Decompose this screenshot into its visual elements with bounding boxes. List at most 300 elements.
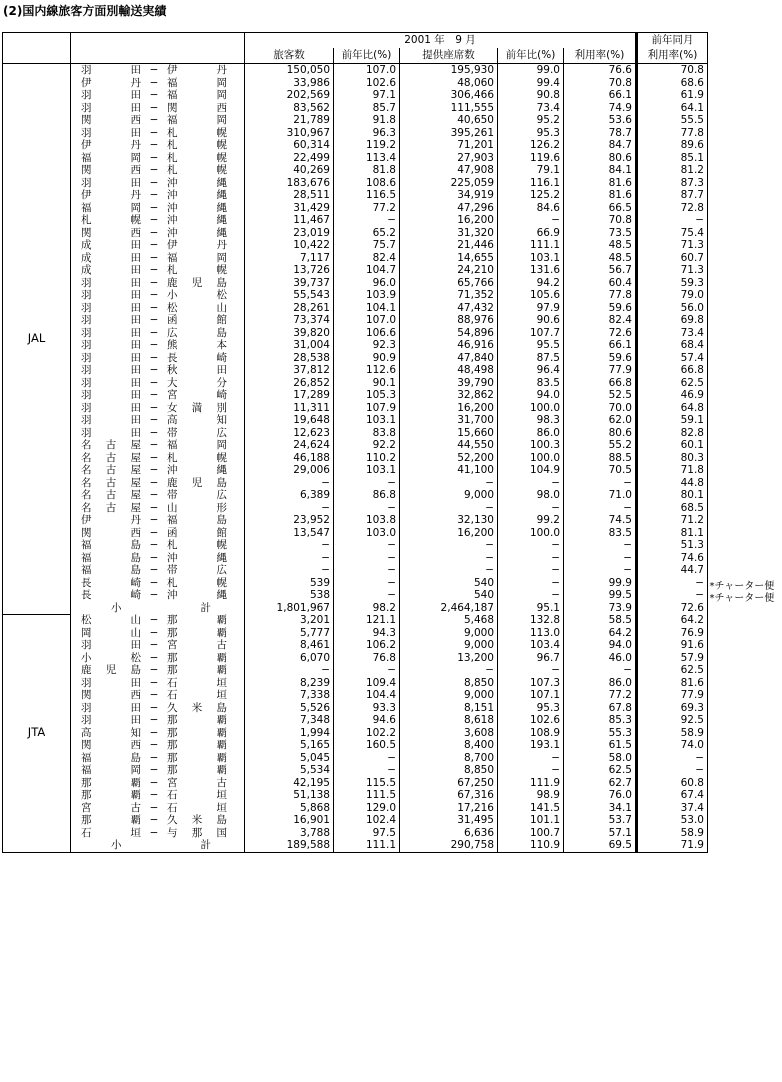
- load-cell: 34.1: [564, 802, 637, 815]
- prev-load-cell: 57.9: [637, 652, 708, 665]
- table-row: [3, 452, 708, 465]
- table-row: [3, 714, 708, 727]
- yoy2-cell: 95.5: [498, 339, 564, 352]
- yoy-cell: 103.1: [334, 414, 400, 427]
- route-separator: −: [149, 801, 159, 814]
- route-origin: 長崎: [81, 589, 141, 601]
- route-destination: 久米島: [167, 701, 227, 714]
- route-separator: −: [149, 276, 159, 289]
- route-separator: −: [149, 726, 159, 739]
- route-destination: 札幌: [167, 126, 227, 139]
- yoy-cell: 102.4: [334, 814, 400, 827]
- seats-cell: 540: [400, 577, 498, 590]
- table-row: [3, 64, 708, 77]
- table-row: [3, 589, 708, 602]
- passengers-cell: 10,422: [245, 239, 334, 252]
- yoy-cell: −: [334, 477, 400, 490]
- route-destination: 札幌: [167, 264, 227, 276]
- yoy-cell: −: [334, 752, 400, 765]
- carrier-header-cell: [3, 33, 71, 64]
- yoy-cell: 119.2: [334, 139, 400, 152]
- table-row: [3, 764, 708, 777]
- route-origin: 福岡: [81, 201, 141, 214]
- prev-load-cell: 80.1: [637, 489, 708, 502]
- table-row: [3, 264, 708, 277]
- passengers-cell: 13,547: [245, 527, 334, 540]
- route-origin: 成田: [81, 251, 141, 264]
- yoy-cell: −: [334, 764, 400, 777]
- load-cell: 72.6: [564, 327, 637, 340]
- yoy2-cell: 79.1: [498, 164, 564, 177]
- yoy2-cell: 113.0: [498, 627, 564, 640]
- route-destination: 沖縄: [167, 464, 227, 476]
- route-origin: 関西: [81, 689, 141, 701]
- table-row: [3, 314, 708, 327]
- load-cell: 74.5: [564, 514, 637, 527]
- prev-load-cell: 89.6: [637, 139, 708, 152]
- passengers-cell: 7,348: [245, 714, 334, 727]
- route-cell: [71, 102, 245, 115]
- seats-cell: 16,200: [400, 214, 498, 227]
- table-row: [3, 464, 708, 477]
- seats-cell: −: [400, 552, 498, 565]
- charter-note: *チャーター便: [709, 580, 775, 592]
- page-title: (2)国内線旅客方面別輸送実績: [3, 4, 167, 18]
- route-origin: 羽田: [81, 714, 141, 726]
- route-separator: −: [149, 714, 159, 726]
- prev-load-cell: 58.9: [637, 727, 708, 740]
- route-origin: 羽田: [81, 426, 141, 439]
- yoy-cell: 97.5: [334, 827, 400, 840]
- yoy-cell: 94.3: [334, 627, 400, 640]
- yoy-cell: 96.3: [334, 127, 400, 140]
- prev-load-cell: 60.1: [637, 439, 708, 452]
- yoy2-cell: 125.2: [498, 189, 564, 202]
- route-destination: 秋田: [167, 364, 227, 376]
- route-separator: −: [149, 351, 159, 364]
- prev-load-cell: 73.4: [637, 327, 708, 340]
- yoy-cell: 121.1: [334, 614, 400, 627]
- passengers-cell: 83,562: [245, 102, 334, 115]
- prev-load-cell: 62.5: [637, 377, 708, 390]
- passengers-cell: 5,045: [245, 752, 334, 765]
- route-origin: 名古屋: [81, 439, 141, 451]
- route-cell: [71, 814, 245, 827]
- subtotal-row: [3, 602, 708, 615]
- route-cell: [71, 377, 245, 390]
- yoy2-cell: 83.5: [498, 377, 564, 390]
- passengers-cell: 6,389: [245, 489, 334, 502]
- yoy-cell: 103.9: [334, 289, 400, 302]
- load-cell: 74.9: [564, 102, 637, 115]
- seats-cell: 6,636: [400, 827, 498, 840]
- route-origin: 伊丹: [81, 514, 141, 526]
- route-origin: 羽田: [81, 101, 141, 114]
- route-separator: −: [149, 201, 159, 214]
- subtotal-label: 小計: [111, 601, 211, 614]
- seats-cell: 27,903: [400, 152, 498, 165]
- passengers-cell: 29,006: [245, 464, 334, 477]
- yoy-cell: 112.6: [334, 364, 400, 377]
- route-destination: 松山: [167, 301, 227, 314]
- yoy2-cell: 95.2: [498, 114, 564, 127]
- passengers-cell: 538: [245, 589, 334, 602]
- route-destination: 宮古: [167, 639, 227, 651]
- passengers-cell: 7,117: [245, 252, 334, 265]
- passengers-cell: 60,314: [245, 139, 334, 152]
- yoy2-cell: −: [498, 764, 564, 777]
- route-separator: −: [149, 764, 159, 776]
- route-origin: 羽田: [81, 176, 141, 189]
- yoy2-cell: 116.1: [498, 177, 564, 190]
- route-destination: 大分: [167, 376, 227, 389]
- subtotal-label: 小計: [111, 839, 211, 851]
- route-origin: 福島: [81, 539, 141, 551]
- route-cell: [71, 564, 245, 577]
- load-cell: −: [564, 564, 637, 577]
- load-cell: 70.0: [564, 402, 637, 415]
- passengers-cell: −: [245, 502, 334, 515]
- table-row: [3, 652, 708, 665]
- passengers-cell: 37,812: [245, 364, 334, 377]
- subtotal-label-cell: [71, 839, 245, 852]
- yoy2-cell: −: [498, 577, 564, 590]
- load-cell: 84.1: [564, 164, 637, 177]
- route-destination: 札幌: [167, 576, 227, 589]
- table-row: [3, 489, 708, 502]
- yoy2-cell: 90.8: [498, 89, 564, 102]
- yoy-cell: 76.8: [334, 652, 400, 665]
- route-cell: [71, 364, 245, 377]
- yoy-cell: 85.7: [334, 102, 400, 115]
- route-origin: 羽田: [81, 276, 141, 289]
- prev-load-cell: 85.1: [637, 152, 708, 165]
- prev-load-cell: 74.0: [637, 739, 708, 752]
- yoy2-cell: −: [498, 552, 564, 565]
- subtotal-passengers-cell: 1,801,967: [245, 602, 334, 615]
- load-cell: 55.2: [564, 439, 637, 452]
- seats-cell: 47,908: [400, 164, 498, 177]
- yoy-header: 前年比(%): [334, 48, 400, 64]
- yoy2-cell: −: [498, 664, 564, 677]
- passengers-cell: 28,538: [245, 352, 334, 365]
- route-cell: [71, 789, 245, 802]
- yoy2-cell: 193.1: [498, 739, 564, 752]
- route-origin: 羽田: [81, 701, 141, 714]
- route-destination: 福岡: [167, 439, 227, 451]
- seats-cell: 9,000: [400, 489, 498, 502]
- route-origin: 福島: [81, 751, 141, 764]
- yoy-cell: 77.2: [334, 202, 400, 215]
- yoy-cell: 75.7: [334, 239, 400, 252]
- passengers-cell: 17,289: [245, 389, 334, 402]
- passengers-cell: 31,429: [245, 202, 334, 215]
- passengers-cell: 202,569: [245, 89, 334, 102]
- route-destination: 沖縄: [167, 226, 227, 239]
- load-cell: −: [564, 477, 637, 490]
- route-origin: 羽田: [81, 414, 141, 426]
- prev-load-cell: −: [637, 764, 708, 777]
- prev-load-cell: 71.2: [637, 514, 708, 527]
- route-origin: 羽田: [81, 89, 141, 101]
- seats-cell: 540: [400, 589, 498, 602]
- route-destination: 福岡: [167, 114, 227, 126]
- yoy2-cell: 108.9: [498, 727, 564, 740]
- yoy2-cell: 95.3: [498, 127, 564, 140]
- yoy2-cell: −: [498, 539, 564, 552]
- yoy-cell: 96.0: [334, 277, 400, 290]
- route-separator: −: [149, 264, 159, 276]
- prev-load-cell: 71.3: [637, 264, 708, 277]
- route-destination: 宮古: [167, 776, 227, 789]
- table-row: [3, 77, 708, 90]
- yoy-cell: 104.7: [334, 264, 400, 277]
- prev-load-cell: 69.8: [637, 314, 708, 327]
- passengers-cell: 22,499: [245, 152, 334, 165]
- passengers-cell: 183,676: [245, 177, 334, 190]
- route-separator: −: [149, 526, 159, 539]
- route-separator: −: [149, 414, 159, 426]
- load-cell: 76.6: [564, 64, 637, 77]
- passengers-cell: −: [245, 552, 334, 565]
- prev-load-cell: 77.9: [637, 689, 708, 702]
- route-separator: −: [149, 89, 159, 101]
- load-cell: 55.3: [564, 727, 637, 740]
- passengers-cell: 26,852: [245, 377, 334, 390]
- table-row: [3, 214, 708, 227]
- route-destination: 長崎: [167, 351, 227, 364]
- prev-load-cell: 51.3: [637, 539, 708, 552]
- load-cell: 71.0: [564, 489, 637, 502]
- passengers-cell: 31,004: [245, 339, 334, 352]
- prev-load-cell: 59.1: [637, 414, 708, 427]
- route-separator: −: [149, 289, 159, 301]
- route-destination: 札幌: [167, 151, 227, 164]
- route-origin: 岡山: [81, 626, 141, 639]
- route-separator: −: [149, 651, 159, 664]
- yoy2-cell: −: [498, 477, 564, 490]
- route-origin: 鹿児島: [81, 664, 141, 676]
- route-separator: −: [149, 301, 159, 314]
- route-destination: 那覇: [167, 714, 227, 726]
- route-destination: 那覇: [167, 664, 227, 676]
- seats-cell: 71,352: [400, 289, 498, 302]
- passengers-cell: −: [245, 564, 334, 577]
- route-header-cell: [71, 33, 245, 64]
- route-origin: 名古屋: [81, 464, 141, 476]
- route-separator: −: [149, 439, 159, 451]
- seats-cell: 13,200: [400, 652, 498, 665]
- route-destination: 沖縄: [167, 589, 227, 601]
- route-cell: [71, 727, 245, 740]
- seats-cell: 9,000: [400, 627, 498, 640]
- route-cell: [71, 114, 245, 127]
- passengers-cell: 33,986: [245, 77, 334, 90]
- yoy-cell: 107.9: [334, 402, 400, 415]
- yoy2-cell: 99.4: [498, 77, 564, 90]
- yoy-cell: 97.1: [334, 89, 400, 102]
- passengers-cell: 5,868: [245, 802, 334, 815]
- route-destination: 女満別: [167, 401, 227, 414]
- load-cell: 46.0: [564, 652, 637, 665]
- table-row: [3, 277, 708, 290]
- yoy2-cell: 132.8: [498, 614, 564, 627]
- yoy2-cell: 111.1: [498, 239, 564, 252]
- yoy-cell: −: [334, 214, 400, 227]
- route-separator: −: [149, 464, 159, 476]
- prev-load-cell: 68.5: [637, 502, 708, 515]
- seats-cell: 3,608: [400, 727, 498, 740]
- route-cell: [71, 302, 245, 315]
- passengers-cell: 19,648: [245, 414, 334, 427]
- route-separator: −: [149, 101, 159, 114]
- route-cell: [71, 827, 245, 840]
- seats-cell: 15,660: [400, 427, 498, 440]
- passengers-cell: 3,788: [245, 827, 334, 840]
- domestic-traffic-table: [2, 32, 708, 853]
- route-destination: 札幌: [167, 164, 227, 176]
- load-cell: 52.5: [564, 389, 637, 402]
- route-cell: [71, 689, 245, 702]
- yoy-cell: 160.5: [334, 739, 400, 752]
- yoy-cell: 103.8: [334, 514, 400, 527]
- yoy2-cell: 73.4: [498, 102, 564, 115]
- route-cell: [71, 614, 245, 627]
- yoy2-cell: 86.0: [498, 427, 564, 440]
- route-separator: −: [149, 326, 159, 339]
- seats-cell: 395,261: [400, 127, 498, 140]
- route-separator: −: [149, 564, 159, 576]
- yoy2-cell: 100.0: [498, 402, 564, 415]
- route-cell: [71, 314, 245, 327]
- passengers-cell: 42,195: [245, 777, 334, 790]
- route-separator: −: [149, 339, 159, 351]
- yoy2-cell: 84.6: [498, 202, 564, 215]
- yoy-cell: 82.4: [334, 252, 400, 265]
- passengers-cell: 150,050: [245, 64, 334, 77]
- route-cell: [71, 552, 245, 565]
- seats-cell: 8,400: [400, 739, 498, 752]
- subtotal-seats-cell: 2,464,187: [400, 602, 498, 615]
- route-separator: −: [149, 214, 159, 226]
- yoy2-cell: 103.1: [498, 252, 564, 265]
- route-cell: [71, 577, 245, 590]
- table-row: [3, 102, 708, 115]
- prev-load-cell: 59.3: [637, 277, 708, 290]
- yoy-cell: −: [334, 564, 400, 577]
- route-cell: [71, 64, 245, 77]
- seats-cell: 8,850: [400, 677, 498, 690]
- yoy-cell: 109.4: [334, 677, 400, 690]
- route-separator: −: [149, 451, 159, 464]
- route-destination: 札幌: [167, 139, 227, 151]
- seats-cell: 21,446: [400, 239, 498, 252]
- route-cell: [71, 764, 245, 777]
- route-separator: −: [149, 64, 159, 76]
- seats-cell: 195,930: [400, 64, 498, 77]
- table-row: [3, 727, 708, 740]
- seats-cell: 44,550: [400, 439, 498, 452]
- route-destination: 那覇: [167, 626, 227, 639]
- table-row: [3, 739, 708, 752]
- prev-load-cell: 79.0: [637, 289, 708, 302]
- prev-load-header-2: 利用率(%): [637, 48, 708, 64]
- subtotal-passengers-cell: 189,588: [245, 839, 334, 852]
- route-origin: 関西: [81, 114, 141, 126]
- route-separator: −: [149, 814, 159, 826]
- route-origin: 関西: [81, 526, 141, 539]
- seats-cell: 31,700: [400, 414, 498, 427]
- route-destination: 那覇: [167, 751, 227, 764]
- route-destination: 高知: [167, 414, 227, 426]
- route-cell: [71, 227, 245, 240]
- passengers-cell: 13,726: [245, 264, 334, 277]
- route-origin: 福岡: [81, 764, 141, 776]
- yoy2-cell: 98.9: [498, 789, 564, 802]
- load-cell: 82.4: [564, 314, 637, 327]
- prev-load-cell: 55.5: [637, 114, 708, 127]
- seats-cell: 31,320: [400, 227, 498, 240]
- passengers-cell: 539: [245, 577, 334, 590]
- load-cell: 62.7: [564, 777, 637, 790]
- seats-cell: −: [400, 664, 498, 677]
- route-origin: 伊丹: [81, 76, 141, 89]
- table-row: [3, 564, 708, 577]
- yoy-cell: −: [334, 589, 400, 602]
- route-cell: [71, 514, 245, 527]
- seats-cell: 67,316: [400, 789, 498, 802]
- table-row: [3, 477, 708, 490]
- table-row: [3, 252, 708, 265]
- route-destination: 宮崎: [167, 389, 227, 401]
- route-cell: [71, 252, 245, 265]
- yoy2-cell: 94.2: [498, 277, 564, 290]
- route-origin: 羽田: [81, 339, 141, 351]
- route-origin: 羽田: [81, 64, 141, 76]
- route-cell: [71, 164, 245, 177]
- route-separator: −: [149, 476, 159, 489]
- load-cell: 53.7: [564, 814, 637, 827]
- prev-load-cell: 87.7: [637, 189, 708, 202]
- route-cell: [71, 214, 245, 227]
- table-row: [3, 414, 708, 427]
- yoy-cell: 113.4: [334, 152, 400, 165]
- load-cell: 58.0: [564, 752, 637, 765]
- table-row: [3, 389, 708, 402]
- yoy2-cell: 66.9: [498, 227, 564, 240]
- route-cell: [71, 627, 245, 640]
- seats-header: 提供座席数: [400, 48, 498, 64]
- route-separator: −: [149, 739, 159, 751]
- load-cell: 80.6: [564, 427, 637, 440]
- route-cell: [71, 289, 245, 302]
- prev-load-cell: 69.3: [637, 702, 708, 715]
- route-separator: −: [149, 389, 159, 401]
- route-destination: 沖縄: [167, 214, 227, 226]
- yoy2-cell: 100.0: [498, 452, 564, 465]
- route-origin: 羽田: [81, 289, 141, 301]
- load-cell: 62.0: [564, 414, 637, 427]
- passengers-cell: 5,526: [245, 702, 334, 715]
- load-cell: 77.9: [564, 364, 637, 377]
- route-destination: 福岡: [167, 251, 227, 264]
- prev-load-cell: 75.4: [637, 227, 708, 240]
- seats-cell: 39,790: [400, 377, 498, 390]
- load-cell: 60.4: [564, 277, 637, 290]
- prev-load-cell: 64.2: [637, 614, 708, 627]
- subtotal-yoy2-cell: 110.9: [498, 839, 564, 852]
- load-cell: 78.7: [564, 127, 637, 140]
